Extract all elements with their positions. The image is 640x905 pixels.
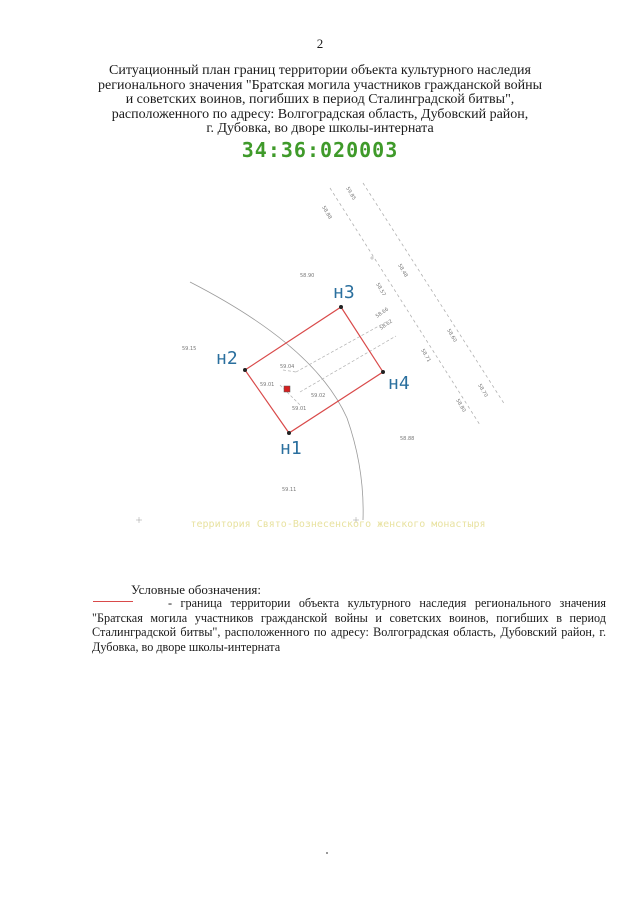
title-line: расположенного по адресу: Волгоградская область, Дубовский район, xyxy=(111,106,529,122)
territory-label: территория Свято-Вознесенского женского монастыря xyxy=(190,519,486,530)
building-dashed-line xyxy=(283,370,296,372)
elevation-mark: 59.15 xyxy=(182,346,197,352)
title-line: регионального значения "Братская могила участников гражданской войны xyxy=(98,77,542,93)
elevation-mark: 59.01 xyxy=(292,406,307,412)
elevation-mark: 59.02 xyxy=(311,393,326,399)
elevation-mark: 58.60 xyxy=(445,328,458,344)
title-line: и советских воинов, погибших в период Сталинградской битвы", xyxy=(125,92,515,107)
point-n4-marker xyxy=(381,370,385,374)
elevation-mark: 59.04 xyxy=(280,364,295,370)
legend-description: - граница территории объекта культурного наследия регионального значения "Братская могила участников гражданской войны и советских воинов, погибших в период Сталинградской битвы", расположенного по адресу: Волгоградская область, Дубовский район, г. Дубовка, во дворе школы-интерната xyxy=(92,596,606,654)
monument-marker xyxy=(284,386,290,392)
elevation-mark: 58.70 xyxy=(476,383,489,399)
point-label-n4: н4 xyxy=(388,373,410,394)
point-n2-marker xyxy=(243,368,247,372)
point-label-n1: н1 xyxy=(280,438,302,459)
elevation-mark: 58.90 xyxy=(300,273,315,279)
cadastral-number: 34:36:020003 xyxy=(241,138,399,162)
title-line: г. Дубовка, во дворе школы-интерната xyxy=(206,121,434,136)
elevation-mark: 58.88 xyxy=(320,205,333,221)
road-line xyxy=(190,282,363,520)
elevation-mark: 58.80 xyxy=(454,398,467,414)
elevation-mark: 58.57 xyxy=(374,282,387,298)
elevation-mark: 59.01 xyxy=(260,382,275,388)
title-line: Ситуационный план границ территории объекта культурного наследия xyxy=(108,63,531,78)
point-n3-marker xyxy=(339,305,343,309)
elevation-mark: 58.62 xyxy=(378,318,394,332)
elevation-mark: 58.66 xyxy=(374,306,390,320)
legend-title: Условные обозначения: xyxy=(131,582,262,597)
point-label-n2: н2 xyxy=(216,348,238,369)
elevation-mark: 58.71 xyxy=(419,348,432,364)
page-number: 2 xyxy=(316,36,324,51)
point-n1-marker xyxy=(287,431,291,435)
building-dashed-line xyxy=(300,336,396,392)
point-label-n3: н3 xyxy=(333,282,355,303)
building-dashed-line xyxy=(296,322,386,372)
elevation-mark: 59.11 xyxy=(282,487,297,493)
elevation-mark: 59.85 xyxy=(344,186,357,202)
elevation-mark: 58.88 xyxy=(400,436,415,442)
scan-speck xyxy=(326,852,328,854)
elevation-mark: 58.48 xyxy=(396,263,409,279)
